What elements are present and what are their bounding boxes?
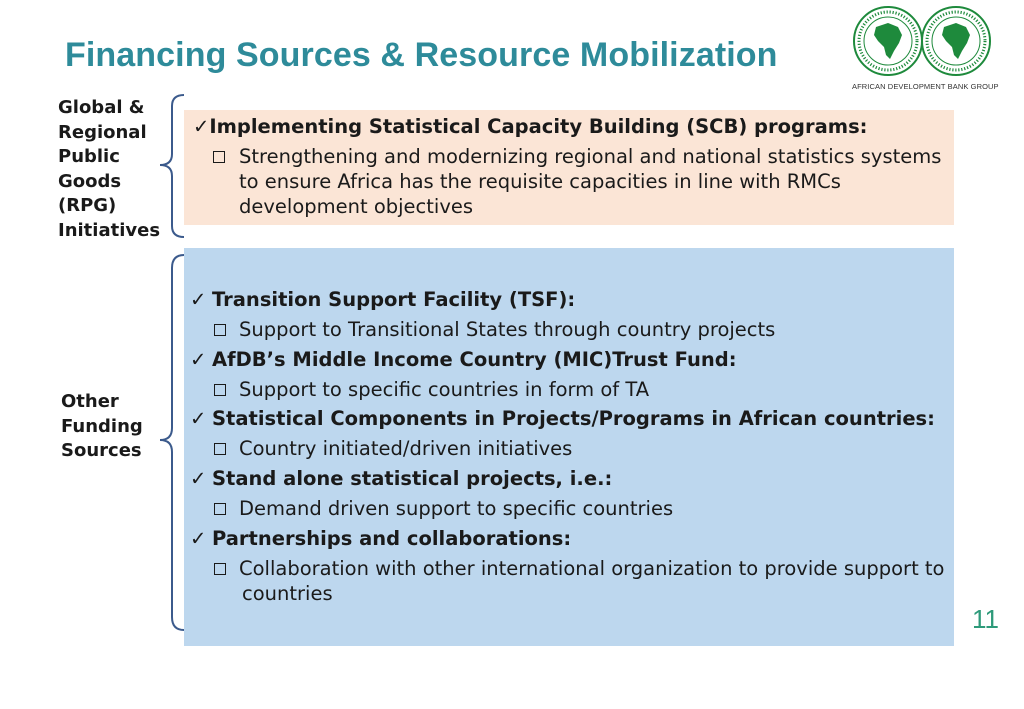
funding-heading-text: Partnerships and collaborations:: [212, 527, 572, 550]
funding-sub-item: [214, 436, 572, 461]
other-label-line: Funding: [61, 415, 143, 437]
afdb-logo: [852, 5, 999, 95]
funding-sub-text: Collaboration with other international organization to provide support to: [239, 557, 945, 580]
funding-item-heading: [190, 347, 737, 372]
logo-caption: AFRICAN DEVELOPMENT BANK GROUP: [852, 82, 999, 91]
slide-title: Financing Sources & Resource Mobilization: [65, 36, 778, 74]
other-label-line: Sources: [61, 440, 142, 461]
square-bullet-icon: [214, 384, 226, 396]
other-label-line: Other: [61, 391, 119, 412]
checkmark-icon: ✓: [190, 407, 207, 430]
checkmark-icon: ✓: [190, 467, 207, 490]
rpg-label-line: Public: [58, 146, 120, 167]
rpg-label-line: Initiatives: [58, 219, 161, 241]
rpg-bullet-line: development objectives: [239, 195, 474, 218]
funding-item-heading: [190, 466, 612, 491]
funding-heading-text: Statistical Components in Projects/Programs in African countries:: [212, 407, 935, 430]
rpg-label: [58, 96, 160, 243]
funding-heading-text: AfDB’s Middle Income Country (MIC)Trust Fund:: [212, 348, 737, 371]
rpg-bullet-line: to ensure Africa has the requisite capacities in line with RMCs: [239, 170, 841, 193]
funding-sub-item: [214, 317, 775, 342]
funding-item-heading: [190, 287, 575, 312]
rpg-label-line: Global &: [58, 97, 145, 118]
afdb-emblem-right: [920, 5, 992, 81]
square-bullet-icon: [214, 324, 226, 336]
square-bullet-icon: [214, 563, 226, 575]
funding-sub-item: [214, 556, 945, 581]
funding-sub-item: [214, 377, 649, 402]
funding-item-heading: [190, 406, 935, 431]
afdb-emblem-left: [852, 5, 924, 81]
rpg-label-line: Goods: [58, 170, 122, 192]
page-number: 11: [972, 604, 999, 634]
checkmark-icon: ✓: [193, 115, 210, 138]
rpg-heading-text: Implementing Statistical Capacity Building (SCB) programs:: [209, 115, 868, 138]
rpg-bullet-text: Strengthening and modernizing regional and national statistics systems: [239, 145, 942, 168]
funding-sub-text: Demand driven support to specific countries: [239, 497, 674, 520]
checkmark-icon: ✓: [190, 288, 207, 311]
other-funding-label: [61, 390, 143, 464]
checkmark-icon: ✓: [190, 348, 207, 371]
square-bullet-icon: [213, 151, 225, 163]
square-bullet-icon: [214, 443, 226, 455]
funding-sub-text: Support to Transitional States through country projects: [239, 318, 776, 341]
square-bullet-icon: [214, 503, 226, 515]
other-brace: [150, 252, 186, 634]
funding-sub-item-continuation: countries: [242, 582, 333, 605]
funding-sub-text: Support to specific countries in form of TA: [239, 378, 650, 401]
funding-heading-text: Transition Support Facility (TSF):: [212, 288, 576, 311]
rpg-heading: [193, 114, 867, 139]
rpg-label-line: Regional: [58, 121, 147, 143]
funding-item-heading: [190, 526, 571, 551]
funding-heading-text: Stand alone statistical projects, i.e.:: [212, 467, 613, 490]
checkmark-icon: ✓: [190, 527, 207, 550]
funding-sub-text: Country initiated/driven initiatives: [239, 437, 573, 460]
rpg-brace: [150, 92, 186, 242]
rpg-label-line: (RPG): [58, 195, 117, 216]
rpg-bullet-line: [213, 144, 941, 169]
funding-sub-item: [214, 496, 673, 521]
